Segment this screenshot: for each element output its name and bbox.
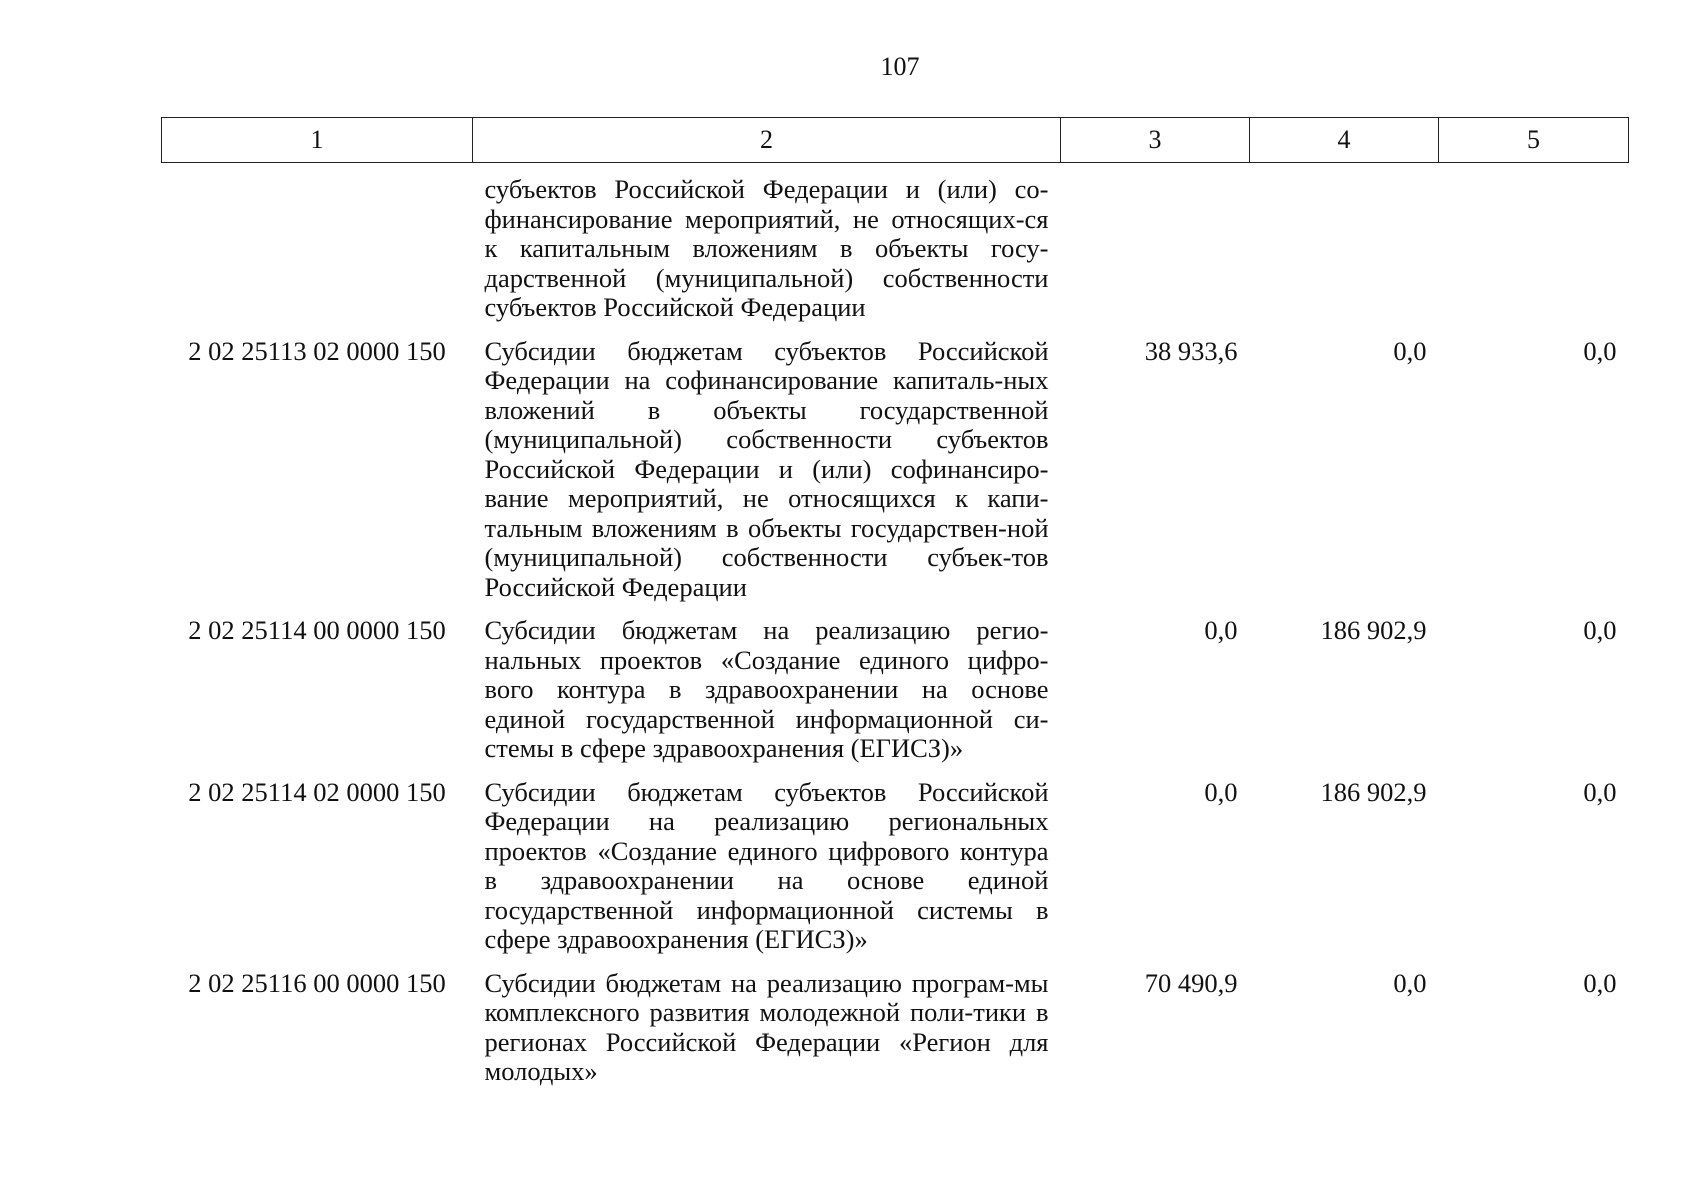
table-row bbox=[162, 778, 1629, 969]
value-col3-cell: 70 490,9 bbox=[1144, 967, 1238, 998]
table-header bbox=[162, 118, 1629, 163]
budget-code-cell: 2 02 25113 02 0000 150 bbox=[188, 335, 446, 366]
value-col5-cell: 0,0 bbox=[1583, 776, 1617, 807]
table-row bbox=[162, 616, 1629, 778]
description-cell: Субсидии бюджетам субъектов Российской Федерации на реализацию региональных проектов «Создание единого цифрового контура в здравоохранении на основе единой государственной информационной системы в сфере здравоохранения (ЕГИСЗ)» bbox=[484, 776, 1049, 954]
value-col5-cell: 0,0 bbox=[1583, 967, 1617, 998]
budget-table bbox=[161, 117, 1629, 1101]
value-col3-cell: 0,0 bbox=[1204, 776, 1238, 807]
value-col4-cell: 186 902,9 bbox=[1320, 615, 1427, 645]
column-header-2: 2 bbox=[473, 118, 1061, 163]
column-header-3: 3 bbox=[1061, 118, 1250, 163]
table-row bbox=[162, 969, 1629, 1101]
budget-code-cell: 2 02 25114 00 0000 150 bbox=[188, 615, 446, 645]
value-col4-cell: 0,0 bbox=[1393, 967, 1427, 998]
value-col4-cell: 0,0 bbox=[1393, 335, 1427, 366]
value-col4-cell bbox=[1250, 163, 1439, 337]
description-cell: Субсидии бюджетам на реализацию регио-нальных проектов «Создание единого цифро-вого контура в здравоохранении на основе единой государственной информационной си-стемы в сфере здравоохранения (ЕГИСЗ)» bbox=[484, 615, 1049, 763]
header-row bbox=[162, 118, 1629, 163]
budget-code-cell: 2 02 25114 02 0000 150 bbox=[188, 776, 446, 807]
value-col5-cell: 0,0 bbox=[1583, 615, 1617, 645]
description-cell: Субсидии бюджетам субъектов Российской Федерации на софинансирование капиталь-ных вложений в объекты государственной (муниципальной) собственности субъектов Российской Федерации и (или) софинансиро-вание мероприятий, не относящихся к капи-тальным вложениям в объекты государствен-ной (муниципальной) собственности субъек-тов Российской Федерации bbox=[484, 335, 1049, 602]
column-header-4: 4 bbox=[1250, 118, 1439, 163]
column-header-5: 5 bbox=[1439, 118, 1629, 163]
budget-code-cell: 2 02 25116 00 0000 150 bbox=[188, 967, 446, 998]
value-col5-cell bbox=[1439, 163, 1629, 337]
table-row bbox=[162, 337, 1629, 617]
table-body bbox=[162, 163, 1629, 1101]
description-cell: Субсидии бюджетам на реализацию програм-мы комплексного развития молодежной поли-тики в регионах Российской Федерации «Регион для молодых» bbox=[484, 967, 1049, 1086]
column-header-1: 1 bbox=[162, 118, 473, 163]
table-row bbox=[162, 163, 1629, 337]
value-col5-cell: 0,0 bbox=[1583, 335, 1617, 366]
page-number: 107 bbox=[880, 52, 920, 81]
value-col4-cell: 186 902,9 bbox=[1320, 776, 1427, 807]
description-cell: субъектов Российской Федерации и (или) со-финансирование мероприятий, не относящих-ся к капитальным вложениям в объекты госу-дарственной (муниципальной) собственности субъектов Российской Федерации bbox=[484, 174, 1049, 322]
value-col3-cell bbox=[1061, 163, 1250, 337]
budget-code-cell bbox=[162, 163, 473, 337]
value-col3-cell: 0,0 bbox=[1204, 615, 1238, 645]
value-col3-cell: 38 933,6 bbox=[1144, 335, 1238, 366]
